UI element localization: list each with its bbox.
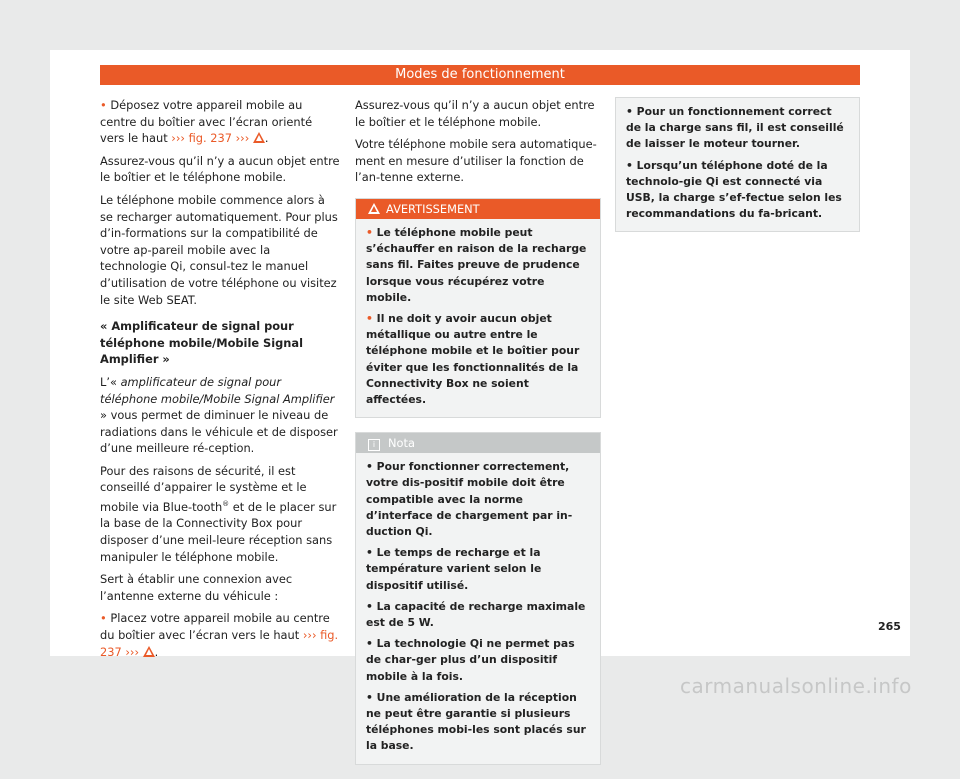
warning-box <box>355 198 601 418</box>
bullet-icon: • <box>100 98 107 112</box>
list-item: • Pour fonctionner correctement, votre dis-positif mobile doit être compatible avec la norme d’interface de chargement par in-duction Qi. <box>366 460 573 539</box>
note-box <box>355 432 601 764</box>
list-item: • Le téléphone mobile peut s’échauffer en raison de la recharge sans fil. Faites preuve de prudence lorsque vous récupérez votre mobile. <box>366 225 587 304</box>
warning-header: AVERTISSEMENT <box>356 199 600 219</box>
info-icon: i <box>368 439 380 451</box>
bullet-icon: • <box>366 225 373 239</box>
warning-triangle-icon <box>368 203 380 214</box>
paragraph: Le téléphone mobile commence alors à se recharger automatiquement. Pour plus d’in-formations sur la compatibilité de votre ap-pareil mobile avec la technologie Qi, consul-tez le manuel d’utilisation de votre téléphone ou visitez le site Web SEAT. <box>100 192 338 307</box>
list-item: • Il ne doit y avoir aucun objet métallique ou autre entre le téléphone mobile et le boîtier pour éviter que les fonctionnalités de la Connectivity Box ne soient affectées. <box>366 311 580 406</box>
paragraph: Assurez-vous qu’il n’y a aucun objet entre le boîtier et le téléphone mobile. <box>100 153 340 185</box>
note-header: i Nota <box>356 433 600 453</box>
paragraph: • Déposez votre appareil mobile au centre du boîtier avec l’écran orienté vers le haut ››› fig. 237 ››› . <box>100 98 313 146</box>
paragraph: L’« amplificateur de signal pour téléphone mobile/Mobile Signal Amplifier » vous permet de diminuer le niveau de radiations dans le véhicule et de disposer d’une meilleure ré-ception. <box>100 374 338 456</box>
section-header: Modes de fonctionnement <box>100 65 860 85</box>
paragraph: Votre téléphone mobile sera automatique-ment en mesure d’utiliser la fonction de l’an-tenne externe. <box>355 137 597 185</box>
paragraph: • Placez votre appareil mobile au centre du boîtier avec l’écran vers le haut ››› fig. 237 ››› . <box>100 611 339 659</box>
list-item: • Une amélioration de la réception ne peut être garantie si plusieurs téléphones mobi-les sont placés sur la base. <box>366 690 586 753</box>
paragraph: Assurez-vous qu’il n’y a aucun objet entre le boîtier et le téléphone mobile. <box>355 98 595 129</box>
bullet-icon: • <box>366 311 373 325</box>
list-item: • La technologie Qi ne permet pas de char-ger plus d’un dispositif mobile à la fois. <box>366 637 575 683</box>
list-item: • Lorsqu’un téléphone doté de la technolo-gie Qi est connecté via USB, la charge s’ef-fectue selon les recommandations du fa-bricant. <box>626 158 842 221</box>
subheading: « Amplificateur de signal pour téléphone mobile/Mobile Signal Amplifier » <box>100 319 304 367</box>
warning-icon[interactable] <box>143 646 155 657</box>
warning-icon[interactable] <box>253 132 265 143</box>
column-3 <box>615 97 860 246</box>
list-item: • La capacité de recharge maximale est de 5 W. <box>366 599 586 630</box>
page-number: 265 <box>878 620 901 633</box>
column-1 <box>100 97 340 666</box>
figure-link[interactable]: ››› fig. 237 ››› <box>100 628 339 659</box>
note-body <box>356 453 600 763</box>
list-item: • Pour un fonctionnement correct de la charge sans fil, il est conseillé de laisser le moteur tourner. <box>626 105 844 151</box>
warning-body <box>356 219 600 417</box>
figure-link[interactable]: ››› fig. 237 ››› <box>171 131 250 146</box>
watermark: carmanualsonline.info <box>680 674 912 698</box>
paragraph: Pour des raisons de sécurité, il est conseillé d’appairer le système et le mobile via Blue-tooth® et de le placer sur la base de la Connectivity Box pour disposer d’une meil-leure réception sans manipuler le téléphone mobile. <box>100 463 337 564</box>
note-body <box>616 98 859 231</box>
paragraph: Sert à établir une connexion avec l’antenne externe du véhicule : <box>100 572 293 603</box>
bullet-icon: • <box>100 611 107 626</box>
note-box-continued <box>615 97 860 232</box>
list-item: • Le temps de recharge et la température varient selon le dispositif utilisé. <box>366 546 542 592</box>
column-2 <box>355 97 601 779</box>
